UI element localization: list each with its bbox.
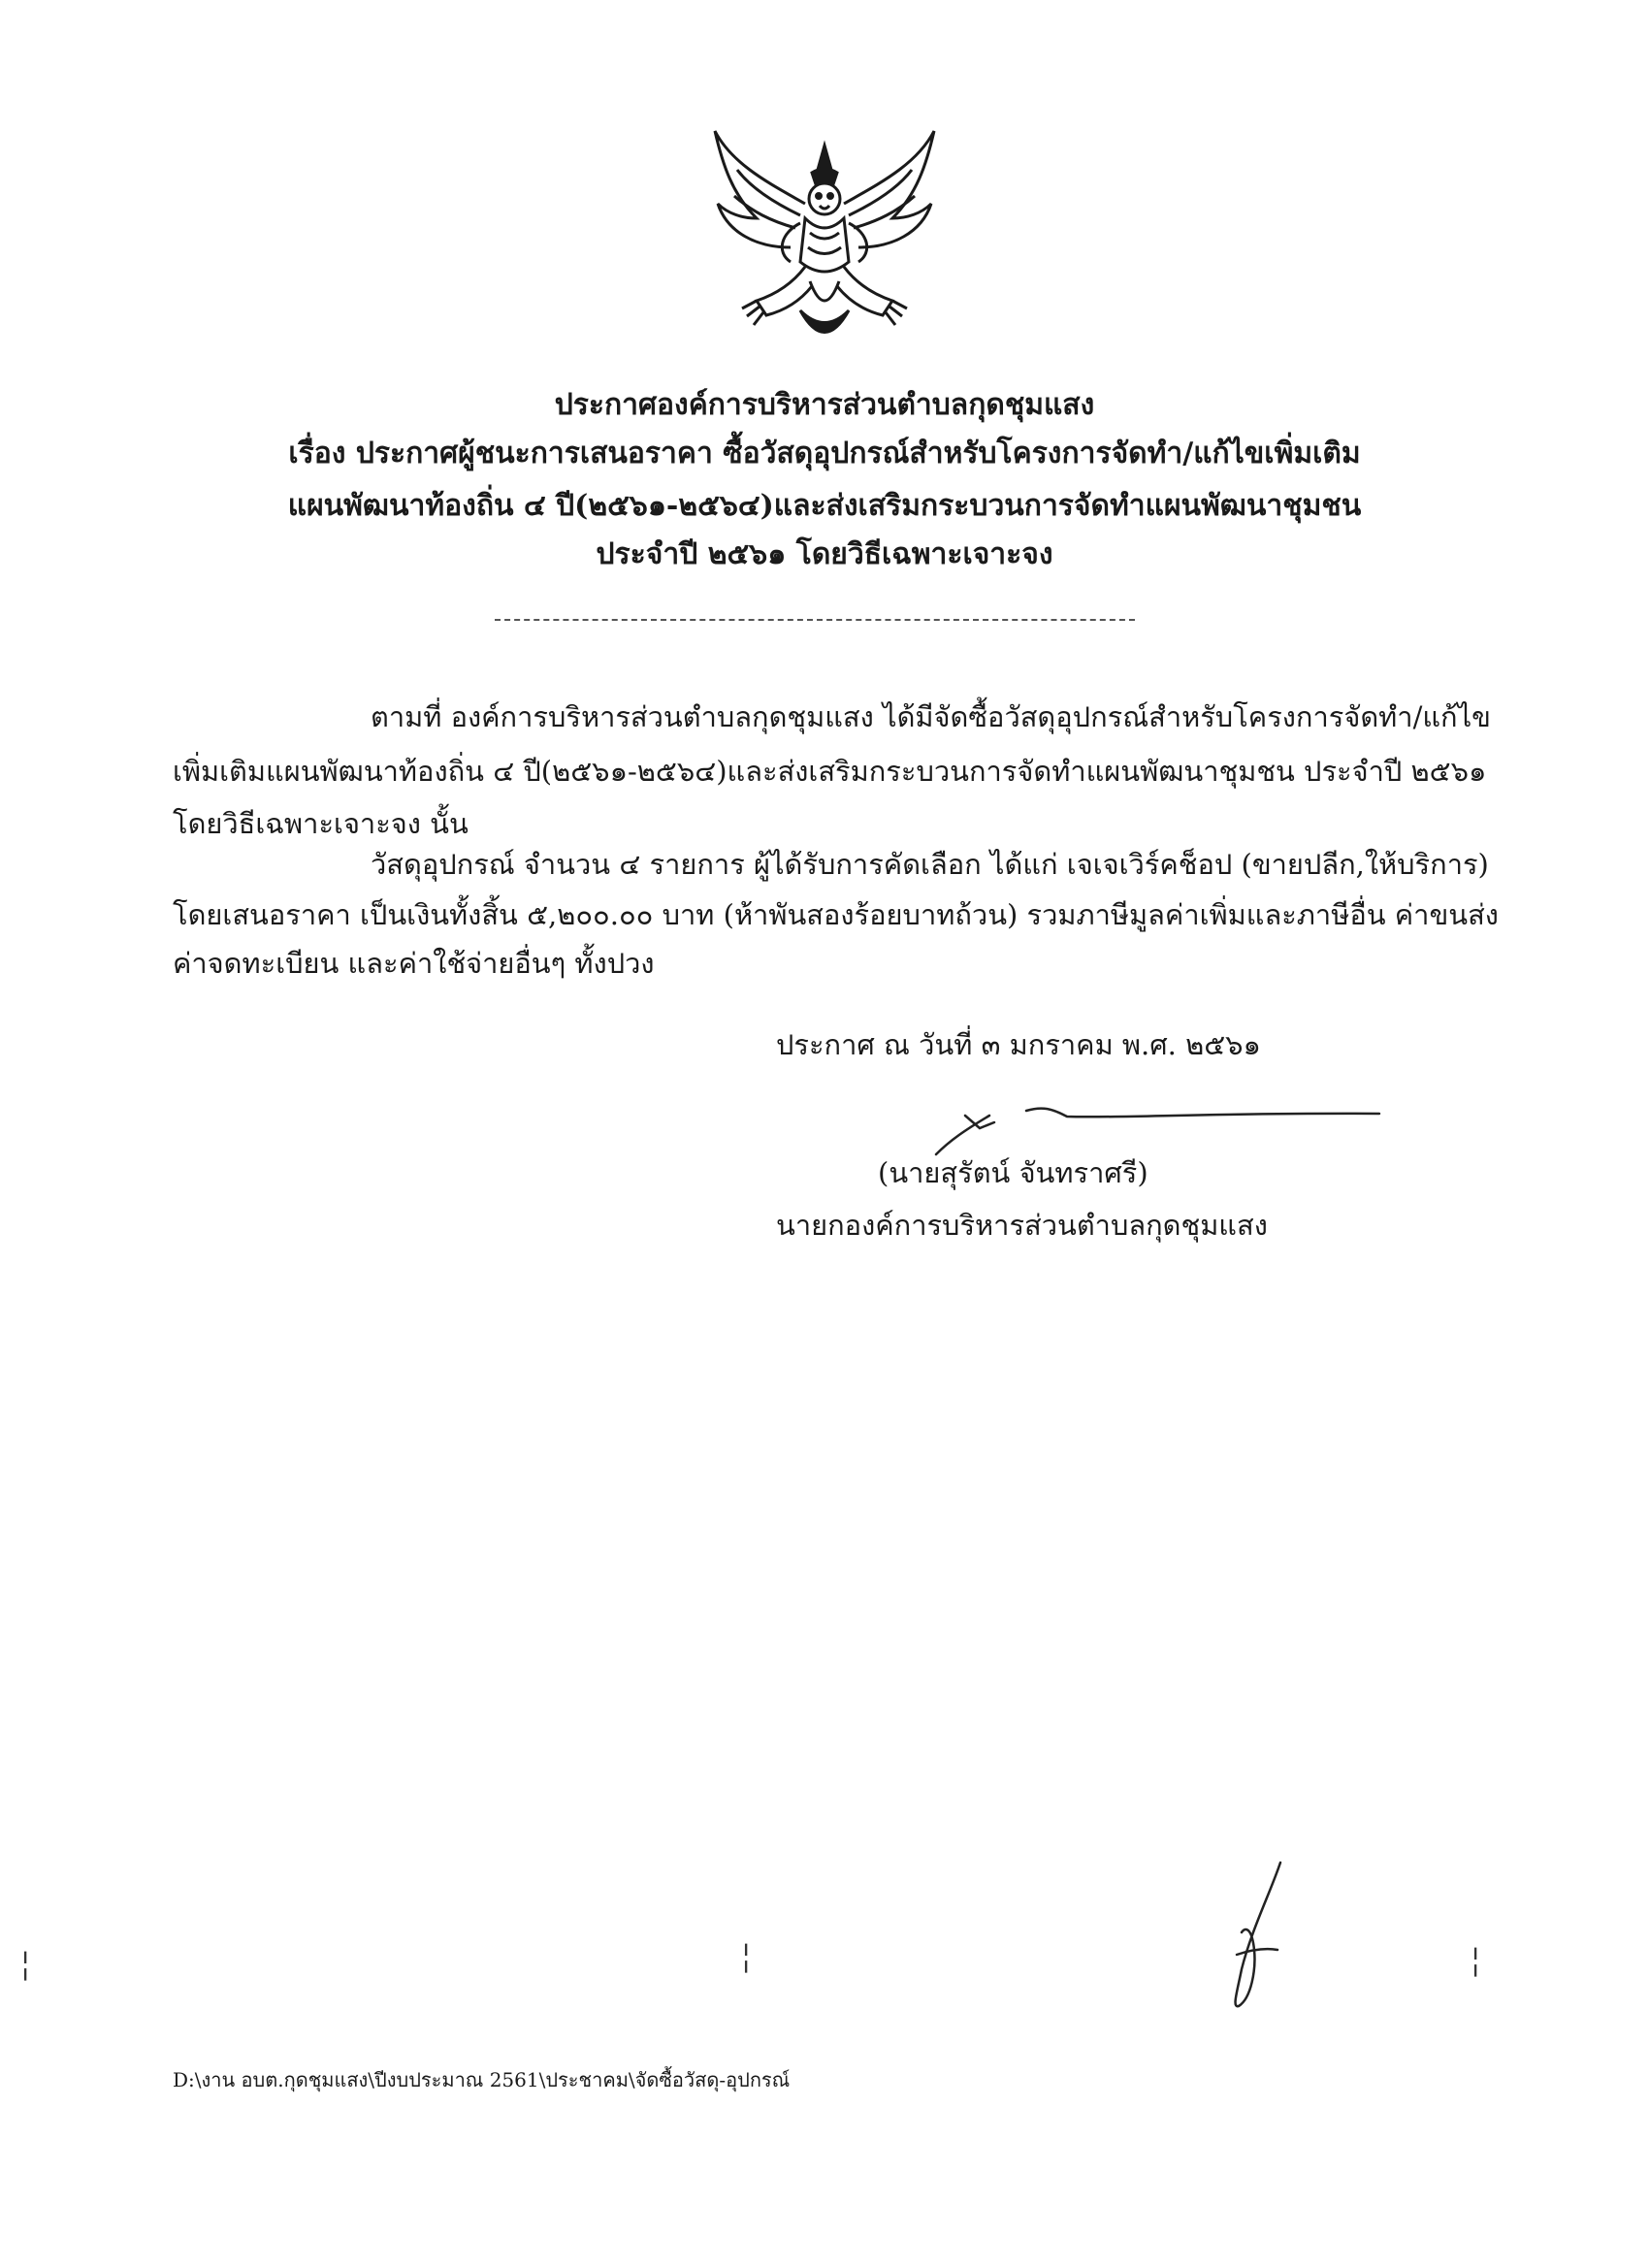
- announcement-subject: เรื่อง ประกาศผู้ชนะการเสนอราคา ซื้อวัสดุอุปกรณ์สำหรับโครงการจัดทำ/แก้ไขเพิ่มเติม: [288, 437, 1361, 470]
- file-path-footer: D:\งาน อบต.กุดชุมแสง\ปีงบประมาณ 2561\ประชาคม\จัดซื้อวัสดุ-อุปกรณ์: [173, 2068, 791, 2091]
- punch-mark-center: ╎: [737, 1942, 756, 1976]
- signatory-name: (นายสุรัตน์ จันทราศรี): [878, 1156, 1148, 1189]
- paragraph1-line3: โดยวิธีเฉพาะเจาะจง นั้น: [173, 807, 469, 840]
- paragraph2-line3: ค่าจดทะเบียน และค่าใช้จ่ายอื่นๆ ทั้งปวง: [173, 947, 655, 980]
- signatory-position: นายกองค์การบริหารส่วนตำบลกุดชุมแสง: [776, 1209, 1268, 1242]
- title-divider: [495, 619, 1135, 621]
- announcement-subject-line3: ประจำปี ๒๕๖๑ โดยวิธีเฉพาะเจาะจง: [596, 537, 1053, 571]
- announcement-date: ประกาศ ณ วันที่ ๓ มกราคม พ.ศ. ๒๕๖๑: [776, 1028, 1261, 1061]
- handwritten-initial-mark: [1217, 1853, 1295, 2018]
- paragraph1-line2: เพิ่มเติมแผนพัฒนาท้องถิ่น ๔ ปี(๒๕๖๑-๒๕๖๔)และส่งเสริมกระบวนการจัดทำแผนพัฒนาชุมชน ประจำปี ๒๕๖๑: [173, 755, 1487, 788]
- punch-mark-left: ╎: [16, 1950, 35, 1984]
- garuda-emblem-icon: [703, 126, 946, 359]
- paragraph2-line2: โดยเสนอราคา เป็นเงินทั้งสิ้น ๕,๒๐๐.๐๐ บาท (ห้าพันสองร้อยบาทถ้วน) รวมภาษีมูลค่าเพิ่มและภาษีอื่น ค่าขนส่ง: [173, 898, 1499, 931]
- punch-mark-right: ╎: [1467, 1946, 1485, 1980]
- announcement-subject-line2: แผนพัฒนาท้องถิ่น ๔ ปี(๒๕๖๑-๒๕๖๔)และส่งเสริมกระบวนการจัดทำแผนพัฒนาชุมชน: [287, 489, 1362, 523]
- announcement-title: ประกาศองค์การบริหารส่วนตำบลกุดชุมแสง: [554, 388, 1095, 422]
- paragraph1-line1: ตามที่ องค์การบริหารส่วนตำบลกุดชุมแสง ได้มีจัดซื้อวัสดุอุปกรณ์สำหรับโครงการจัดทำ/แก้ไข: [371, 700, 1492, 733]
- paragraph2-line1: วัสดุอุปกรณ์ จำนวน ๔ รายการ ผู้ได้รับการคัดเลือก ได้แก่ เจเจเวิร์คช็อป (ขายปลีก,ให้บริการ): [371, 848, 1489, 881]
